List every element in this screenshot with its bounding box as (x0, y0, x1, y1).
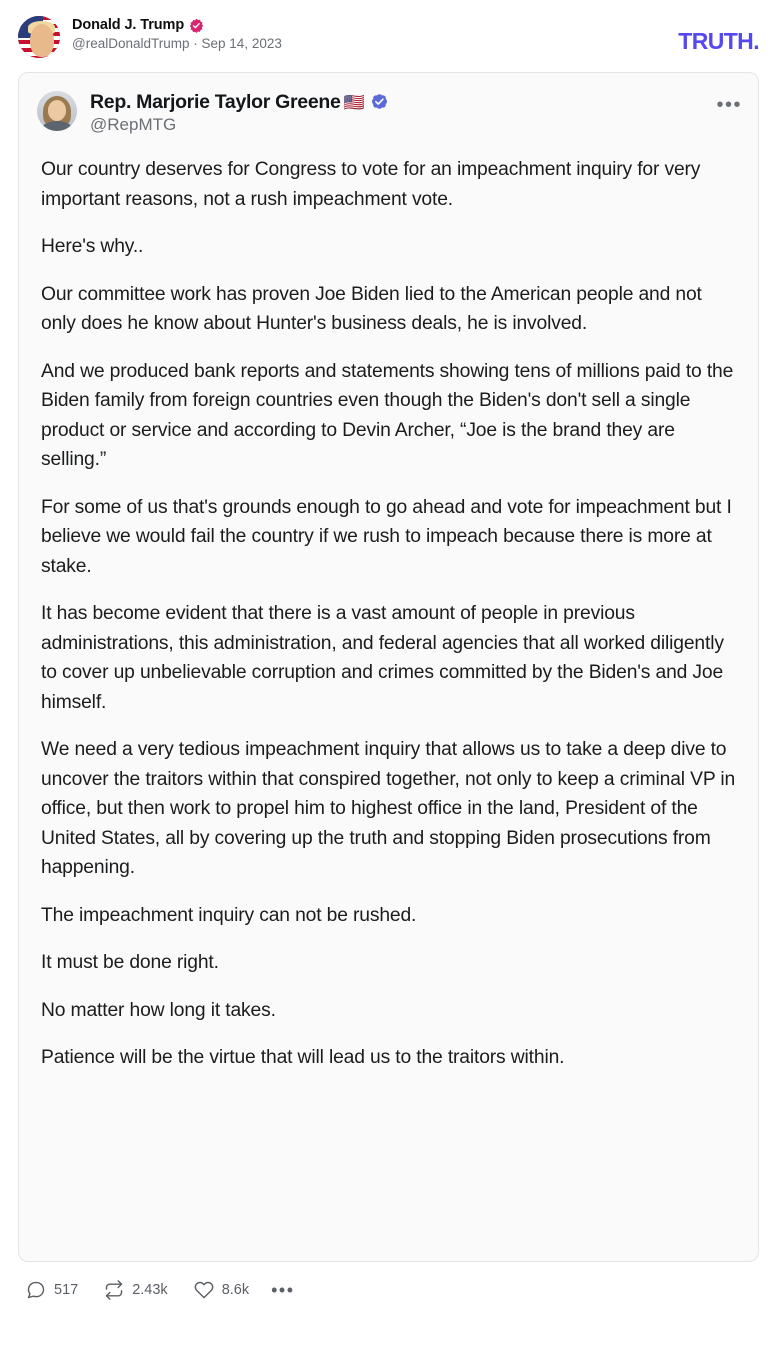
quoted-post-card[interactable] (18, 72, 759, 1262)
more-dots-icon[interactable]: ••• (271, 1280, 295, 1300)
like-button[interactable] (194, 1280, 249, 1300)
post-paragraph: No matter how long it takes. (41, 999, 276, 1021)
retruth-button[interactable] (104, 1280, 167, 1300)
retweet-icon (104, 1280, 124, 1300)
verified-badge-icon (370, 93, 389, 112)
post-paragraph: Our committee work has proven Joe Biden lied to the American people and not only does he know about Hunter's business deals, he is involved. (41, 283, 702, 335)
brand-mark: . (753, 28, 759, 54)
more-dots-icon[interactable]: ••• (716, 94, 742, 116)
author-display-name[interactable]: Donald J. Trump (72, 17, 185, 33)
post-paragraph: Our country deserves for Congress to vote for an impeachment inquiry for very important reasons, not a rush impeachment vote. (41, 159, 701, 210)
post-author-header (0, 0, 777, 68)
post-date: Sep 14, 2023 (201, 36, 282, 51)
retruth-count: 2.43k (132, 1282, 168, 1298)
us-flag-icon: 🇺🇸 (343, 93, 365, 112)
reply-count: 517 (54, 1282, 79, 1298)
like-count: 8.6k (221, 1282, 250, 1298)
truth-social-logo (678, 28, 759, 55)
avatar[interactable] (18, 16, 60, 58)
author-handle-line (72, 36, 282, 51)
comment-icon (26, 1280, 46, 1300)
post-paragraph: The impeachment inquiry can not be rushed. (41, 904, 417, 926)
quoted-author-handle[interactable]: @RepMTG (90, 115, 177, 134)
post-paragraph: We need a very tedious impeachment inquiry that allows us to take a deep dive to uncover the traitors within that conspired together, not only to keep a criminal VP in office, but then work to propel him to highest office in the land, President of the United States, all by covering up the truth and stopping Biden prosecutions from happening. (41, 739, 736, 879)
verified-badge-icon (189, 18, 204, 33)
quoted-post-body (19, 139, 758, 1073)
reply-button[interactable] (26, 1280, 78, 1300)
meta-separator: · (193, 36, 198, 51)
author-meta (72, 16, 282, 51)
post-action-bar (0, 1262, 777, 1300)
quoted-author-display-name[interactable]: Rep. Marjorie Taylor Greene (90, 91, 341, 113)
avatar[interactable] (37, 91, 77, 131)
heart-icon (194, 1280, 214, 1300)
post-paragraph: Here's why.. (41, 236, 144, 258)
post-paragraph: It has become evident that there is a vast amount of people in previous administrations, this administration, and federal agencies that all worked diligently to cover up unbelievable corruption and crimes committed by the Biden's and Joe himself. (41, 603, 724, 713)
quoted-author-name-line (90, 91, 389, 114)
author-name-line (72, 17, 282, 33)
author-handle[interactable]: @realDonaldTrump (72, 36, 190, 51)
post-paragraph: Patience will be the virtue that will lead us to the traitors within. (41, 1047, 565, 1069)
brand-name: TRUTH (678, 28, 754, 54)
post-paragraph: For some of us that's grounds enough to go ahead and vote for impeachment but I believe we would fail the country if we rush to impeach because there is more at stake. (41, 496, 732, 577)
quoted-post-header (19, 73, 758, 139)
post-paragraph: And we produced bank reports and statements showing tens of millions paid to the Biden family from foreign countries even though the Biden's don't sell a single product or service and according to Devin Archer, “Joe is the brand they are selling.” (41, 360, 734, 471)
quoted-author-meta (90, 91, 389, 135)
post-paragraph: It must be done right. (41, 952, 219, 974)
